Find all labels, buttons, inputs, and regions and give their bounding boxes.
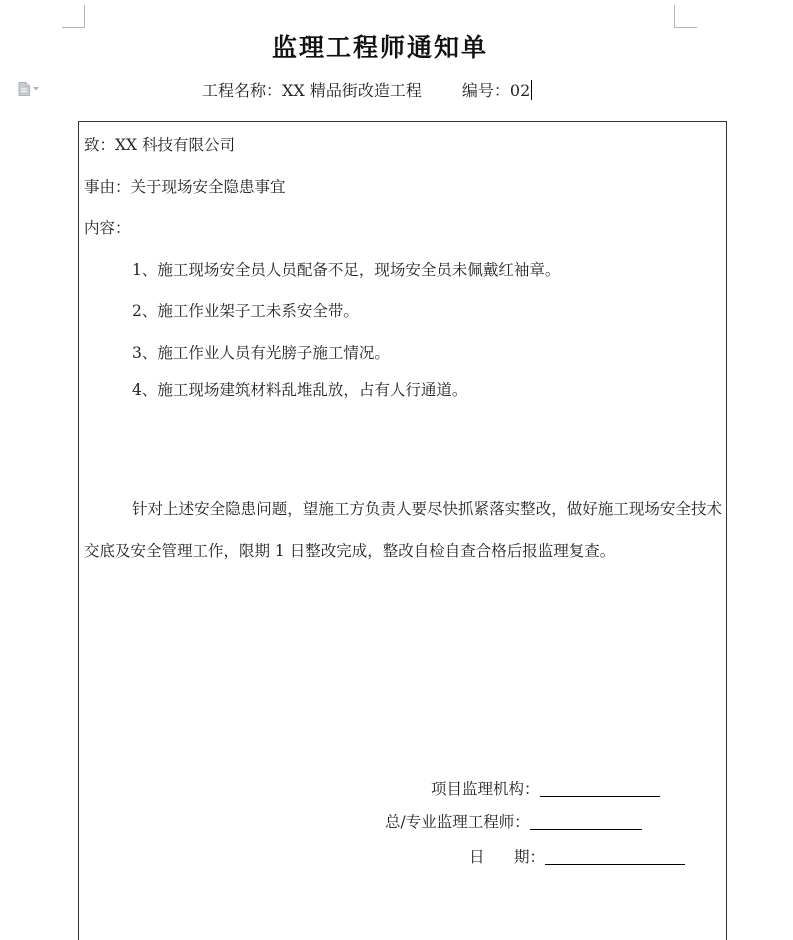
signature-org-line: [431, 777, 660, 799]
subject-label: 事由：: [84, 178, 131, 196]
signature-org-label: 项目监理机构：: [431, 780, 540, 798]
signature-org-blank[interactable]: [540, 780, 660, 797]
content-item-2: 2、施工作业架子工未系安全带。: [132, 302, 359, 320]
signature-date-label: 日 期：: [469, 848, 546, 866]
content-item-1: 1、施工现场安全员人员配备不足，现场安全员未佩戴红袖章。: [132, 261, 561, 279]
number-label: 编号：: [461, 81, 510, 100]
chevron-down-icon: [33, 87, 39, 91]
project-info-line: [202, 78, 532, 101]
signature-engineer-blank[interactable]: [530, 813, 642, 830]
rectification-paragraph: 针对上述安全隐患问题，望施工方负责人要尽快抓紧落实整改，做好施工现场安全技术交底及安全管理工作，限期 1 日整改完成，整改自检自查合格后报监理复查。: [84, 500, 722, 560]
document-menu[interactable]: [18, 82, 48, 96]
project-name-label: 工程名称：: [202, 81, 283, 100]
document-icon: [18, 82, 30, 96]
crop-mark-top-left: [62, 5, 85, 28]
subject-value: 关于现场安全隐患事宜: [130, 178, 286, 196]
subject-line: [84, 175, 286, 197]
signature-date-blank[interactable]: [545, 848, 685, 865]
number-value[interactable]: 02: [509, 81, 531, 100]
project-name-value: XX 精品街改造工程: [282, 81, 422, 100]
content-label: 内容：: [84, 219, 131, 237]
content-item-3: 3、施工作业人员有光膀子施工情况。: [132, 344, 390, 362]
content-item-4: 4、施工现场建筑材料乱堆乱放，占有人行通道。: [132, 381, 468, 399]
signature-date-line: [469, 845, 685, 867]
recipient-value: XX 科技有限公司: [115, 136, 236, 154]
recipient-line: [84, 133, 235, 155]
signature-engineer-line: [385, 810, 642, 832]
document-title: 监理工程师通知单: [271, 33, 488, 62]
text-cursor: [531, 80, 532, 100]
recipient-label: 致：: [84, 136, 116, 154]
crop-mark-top-right: [674, 5, 697, 28]
signature-engineer-label: 总/专业监理工程师：: [385, 813, 530, 831]
